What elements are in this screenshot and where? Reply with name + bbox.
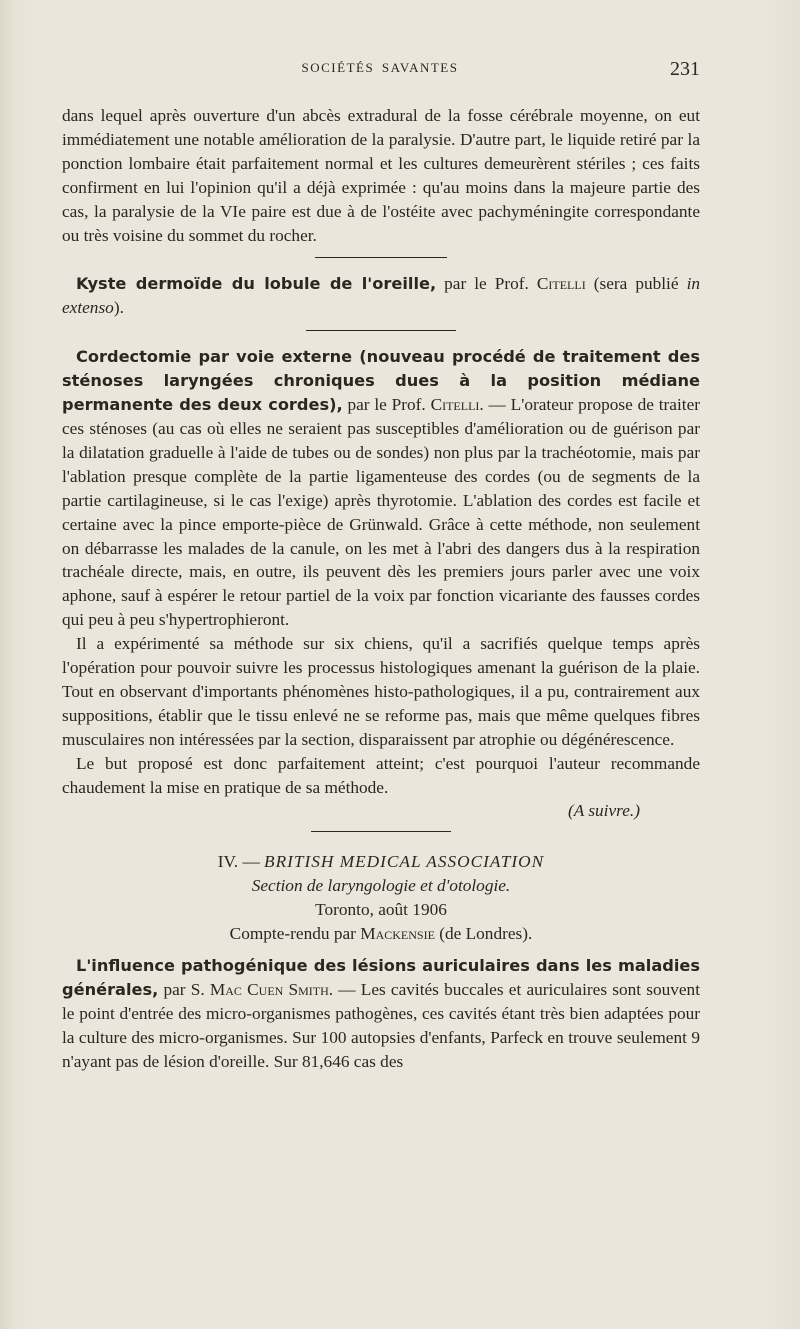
cordectomie-paragraph-3: Le but proposé est donc parfaitement atteint; c'est pourquoi l'auteur recommande chaudement la mise en pratique de sa méthode. bbox=[62, 753, 700, 797]
continued-paragraph: dans lequel après ouverture d'un abcès extradural de la fosse cérébrale moyenne, on eut immédiatement une notable amélioration de la paralysie. D'autre part, le liquide retiré par la ponction lombaire était parfaitement normal et les cultures demeurèrent stériles ; ces faits confirment en lui l'opinion qu'il a déjà exprimée : qu'au moins dans la majeure partie des cas, la paralysie de la VIe paire est due à de l'ostéite avec pachyméningite correspondante ou très voisine du sommet du rocher. bbox=[62, 106, 700, 245]
cordectomie-author: Citelli bbox=[430, 395, 480, 415]
influence-title: L'influence pathogénique des lésions auriculaires dans les maladies générales, bbox=[62, 956, 700, 999]
to-be-continued: (A suivre.) bbox=[568, 801, 640, 821]
kyste-by: par le Prof. bbox=[436, 274, 537, 294]
influence-by: par S. bbox=[158, 979, 210, 999]
section-place-date: Toronto, août 1906 bbox=[315, 900, 447, 920]
separator-rule bbox=[315, 257, 447, 258]
influence-text: . — Les cavités buccales et auriculaires sont souvent le point d'entrée des micro-organismes pathogènes, ces cavités étant très bien adaptées pour la culture des micro-organismes. Sur 100 autopsies d'enfants, Parfeck en trouve seulement 9 n'ayant pas de lésion d'oreille. Sur 81,646 cas des bbox=[62, 979, 700, 1071]
section-heading bbox=[62, 850, 700, 946]
separator-rule bbox=[306, 330, 456, 331]
section-subtitle: Section de laryngologie et d'otologie. bbox=[251, 876, 511, 896]
section-report-line: Compte-rendu par Mackensie (de Londres). bbox=[229, 924, 533, 944]
cordectomie-paragraph-2: Il a expérimenté sa méthode sur six chiens, qu'il a sacrifiés quelque temps après l'opération pour pouvoir suivre les processus histologiques amenant la guérison de la plaie. Tout en observant d'importants phénomènes histo-pathologiques, il a pu, contrairement aux suppositions, établir que le tissu enlevé ne se reforme pas, mais que même quelques fibres musculaires non intéressées par la section, disparaissent par atrophie ou dégénérescence. bbox=[62, 634, 700, 749]
cordectomie-by: par le Prof. bbox=[342, 395, 431, 415]
cordectomie-title: Cordectomie par voie externe (nouveau procédé de traitement des sténoses laryngées chroniques dues à la position médiane permanente des deux cordes), bbox=[62, 347, 700, 415]
section-number: IV. — bbox=[217, 852, 265, 872]
kyste-author: Citelli bbox=[536, 274, 586, 294]
page-number: 231 bbox=[670, 58, 700, 80]
kyste-end: ). bbox=[113, 298, 124, 318]
kyste-paragraph bbox=[62, 272, 700, 320]
separator-rule bbox=[311, 831, 451, 832]
influence-paragraph bbox=[62, 954, 700, 1074]
cordectomie-text: . — L'orateur propose de traiter ces sténoses (au cas où elles ne seraient pas susceptibles d'amélioration ou de guérison par la dilatation graduelle à l'aide de tubes ou de sondes) non plus par la trachéotomie, mais par l'ablation presque complète de la partie ligamenteuse des cordes (ou de segments de la partie cartilagineuse, si le cas l'exige) après thyrotomie. L'ablation des cordes est facile et certaine avec la pince emporte-pièce de Grünwald. Grâce à cette méthode, non seulement on débarrasse les malades de la canule, on les met à l'abri des dangers dus à la respiration trachéale directe, mais, en outre, ils peuvent dès les premiers jours parler avec une voix aphone, sauf à espérer le retour partiel de la voix par fonction vicariante des fausses cordes qui peu à peu s'hypertrophieront. bbox=[62, 395, 700, 630]
section-title-line bbox=[62, 850, 700, 874]
kyste-title: Kyste dermoïde du lobule de l'oreille, bbox=[76, 274, 437, 294]
section-title: BRITISH MEDICAL ASSOCIATION bbox=[264, 852, 545, 872]
influence-author: Mac Cuen Smith bbox=[209, 979, 329, 999]
kyste-rest: (sera publié bbox=[585, 274, 687, 294]
kyste-italic: in extenso bbox=[62, 274, 701, 318]
page-header bbox=[60, 60, 700, 84]
running-head: SOCIÉTÉS SAVANTES bbox=[301, 60, 459, 75]
page-content bbox=[62, 104, 700, 1074]
report-author: Mackensie bbox=[360, 924, 435, 944]
cordectomie-paragraph bbox=[62, 345, 700, 632]
